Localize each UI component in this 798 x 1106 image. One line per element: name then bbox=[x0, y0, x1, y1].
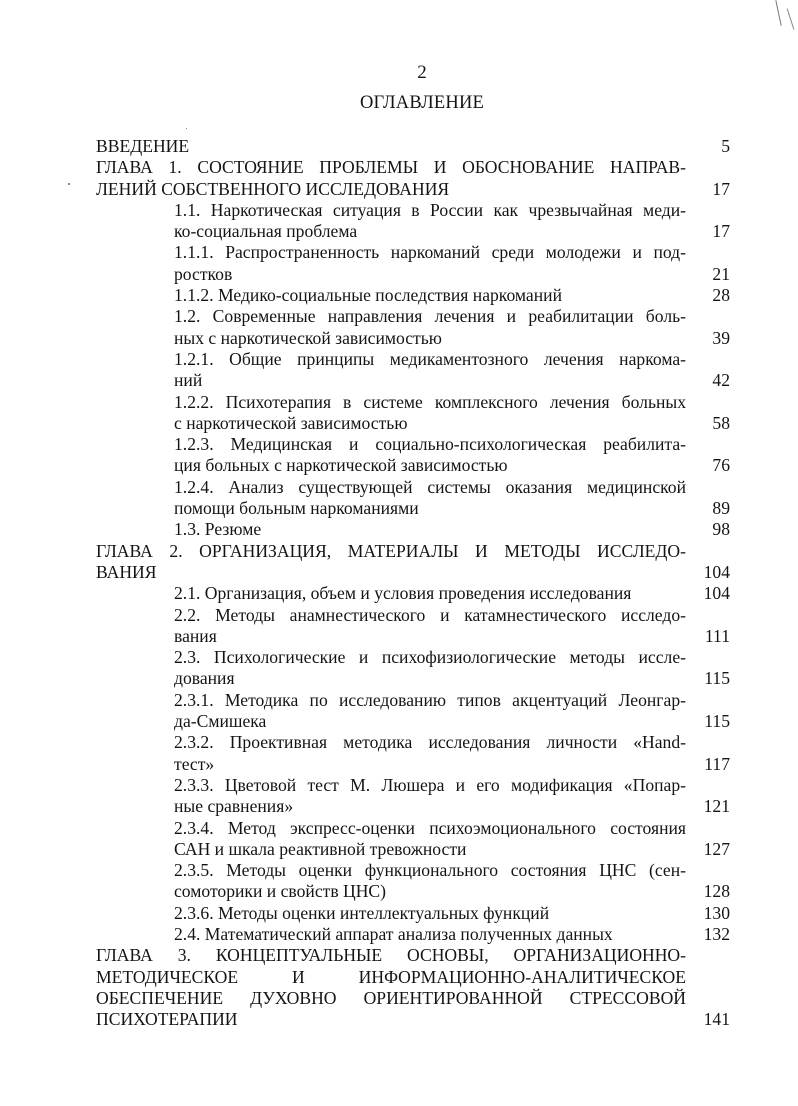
toc-entry-line: ГЛАВА 3. КОНЦЕПТУАЛЬНЫЕ ОСНОВЫ, ОРГАНИЗАЦИОННО- bbox=[96, 945, 686, 966]
toc-section-entry bbox=[0, 690, 798, 733]
toc-entry-line: ВВЕДЕНИЕ bbox=[96, 136, 190, 156]
toc-section-entry bbox=[0, 775, 798, 818]
toc-page-number: 58 bbox=[712, 412, 730, 433]
toc-section-entry bbox=[0, 242, 798, 285]
toc-chapter-entry bbox=[0, 157, 798, 200]
toc-entry-line: ПСИХОТЕРАПИИ bbox=[96, 1009, 238, 1030]
toc-entry-line: 1.2.1. Общие принципы медикаментозного лечения наркома- bbox=[174, 348, 686, 369]
toc-entry-title bbox=[174, 519, 686, 540]
toc-entry-line: ЛЕНИЙ СОБСТВЕННОГО ИССЛЕДОВАНИЯ bbox=[96, 178, 450, 199]
toc-page-number: 128 bbox=[703, 881, 730, 902]
scan-mark-top-right-2 bbox=[787, 8, 795, 29]
toc-entry-title bbox=[174, 200, 686, 243]
toc-entry-line: дования bbox=[174, 668, 235, 689]
toc-page-number: 127 bbox=[703, 838, 730, 859]
toc-entry-title bbox=[174, 924, 686, 945]
toc-entry-line: с наркотической зависимостью bbox=[174, 412, 408, 433]
toc-entry-line: 2.1. Организация, объем и условия проведения исследования bbox=[174, 583, 632, 604]
toc-entry-title bbox=[174, 605, 686, 648]
toc-section-entry bbox=[0, 349, 798, 392]
page-number: 2 bbox=[417, 62, 427, 83]
toc-entry-title bbox=[174, 477, 686, 520]
toc-page-number: 121 bbox=[703, 796, 730, 817]
toc-section-entry bbox=[0, 924, 798, 945]
toc-chapter-entry bbox=[0, 945, 798, 1030]
toc-entry-title bbox=[96, 541, 686, 584]
toc-entry-line: 2.3.3. Цветовой тест М. Люшера и его модификация «Попар- bbox=[174, 774, 686, 795]
toc-entry-line: 1.3. Резюме bbox=[174, 519, 262, 540]
toc-page-number: 141 bbox=[703, 1009, 730, 1030]
toc-entry-line: 2.3.2. Проективная методика исследования личности «Hand- bbox=[174, 732, 686, 753]
toc-entry-line: ний bbox=[174, 370, 203, 391]
toc-page-number: 39 bbox=[712, 327, 730, 348]
toc-entry-line: ГЛАВА 2. ОРГАНИЗАЦИЯ, МАТЕРИАЛЫ И МЕТОДЫ ИССЛЕДО- bbox=[96, 540, 686, 561]
toc-entry-line: 2.3.5. Методы оценки функционального состояния ЦНС (сен- bbox=[174, 860, 686, 881]
toc-entry-line: 1.1.2. Медико-социальные последствия наркоманий bbox=[174, 285, 562, 306]
toc-entry-title bbox=[174, 392, 686, 435]
toc-entry-line: ко-социальная проблема bbox=[174, 221, 358, 242]
toc-entry-line: ростков bbox=[174, 263, 233, 284]
toc-entry-line: САН и шкала реактивной тревожности bbox=[174, 838, 467, 859]
toc-page-number: 42 bbox=[712, 370, 730, 391]
toc-section-entry bbox=[0, 583, 798, 604]
toc-entry-line: 1.1. Наркотическая ситуация в России как чрезвычайная меди- bbox=[174, 199, 686, 220]
toc-entry-line: 2.3.1. Методика по исследованию типов акцентуаций Леонгар- bbox=[174, 689, 686, 710]
toc-entry-title bbox=[174, 434, 686, 477]
toc-entry-title bbox=[174, 903, 686, 924]
toc-entry-title bbox=[96, 136, 686, 157]
toc-chapter-entry bbox=[0, 541, 798, 584]
toc-entry-line: 2.2. Методы анамнестического и катамнестического исследо- bbox=[174, 604, 686, 625]
toc-page-number: 17 bbox=[712, 221, 730, 242]
toc-entry-title bbox=[96, 157, 686, 200]
toc-entry-title bbox=[174, 818, 686, 861]
toc-section-entry bbox=[0, 200, 798, 243]
toc-entry-line: 1.2.4. Анализ существующей системы оказания медицинской bbox=[174, 476, 686, 497]
toc-entry-line: 2.3. Психологические и психофизиологические методы иссле- bbox=[174, 647, 686, 668]
scan-mark-top-right bbox=[775, 0, 781, 26]
toc-entry-title bbox=[174, 775, 686, 818]
toc-chapter-entry bbox=[0, 136, 798, 157]
toc-entry-line: вания bbox=[174, 625, 217, 646]
toc-entry-line: ные сравнения» bbox=[174, 796, 294, 817]
toc-page-number: 28 bbox=[712, 285, 730, 306]
toc-entry-title bbox=[174, 732, 686, 775]
toc-entry-line: ция больных с наркотической зависимостью bbox=[174, 455, 508, 476]
toc-entry-title bbox=[96, 945, 686, 1030]
toc-entry-line: ОБЕСПЕЧЕНИЕ ДУХОВНО ОРИЕНТИРОВАННОЙ СТРЕССОВОЙ bbox=[96, 987, 686, 1008]
toc-page-number: 132 bbox=[703, 923, 730, 944]
toc-entry-line: 2.4. Математический аппарат анализа полученных данных bbox=[174, 923, 613, 944]
toc-page-number: 17 bbox=[712, 178, 730, 199]
toc-entry-line: помощи больным наркоманиями bbox=[174, 498, 419, 519]
toc-section-entry bbox=[0, 519, 798, 540]
toc-title: ОГЛАВЛЕНИЕ bbox=[359, 93, 485, 113]
toc-section-entry bbox=[0, 392, 798, 435]
toc-page-number: 98 bbox=[712, 519, 730, 540]
toc-section-entry bbox=[0, 285, 798, 306]
toc-entry-line: ных с наркотической зависимостью bbox=[174, 327, 442, 348]
table-of-contents bbox=[0, 136, 798, 1030]
toc-section-entry bbox=[0, 818, 798, 861]
toc-page-number: 111 bbox=[704, 625, 730, 646]
toc-entry-line: сомоторики и свойств ЦНС) bbox=[174, 881, 387, 902]
toc-entry-line: 1.2.2. Психотерапия в системе комплексного лечения больных bbox=[174, 391, 686, 412]
scan-speck bbox=[186, 128, 187, 129]
toc-section-entry bbox=[0, 903, 798, 924]
toc-section-entry bbox=[0, 605, 798, 648]
toc-entry-line: ГЛАВА 1. СОСТОЯНИЕ ПРОБЛЕМЫ И ОБОСНОВАНИЕ НАПРАВ- bbox=[96, 157, 686, 178]
toc-entry-title bbox=[174, 647, 686, 690]
toc-page-number: 117 bbox=[704, 753, 730, 774]
toc-entry-title bbox=[174, 690, 686, 733]
toc-entry-title bbox=[174, 306, 686, 349]
toc-section-entry bbox=[0, 306, 798, 349]
toc-page-number: 21 bbox=[712, 263, 730, 284]
toc-section-entry bbox=[0, 647, 798, 690]
toc-entry-title bbox=[174, 242, 686, 285]
toc-page-number: 115 bbox=[704, 668, 730, 689]
toc-entry-line: 1.2.3. Медицинская и социально-психологическая реабилита- bbox=[174, 434, 686, 455]
toc-section-entry bbox=[0, 860, 798, 903]
toc-page-number: 76 bbox=[712, 455, 730, 476]
toc-entry-line: 2.3.6. Методы оценки интеллектуальных функций bbox=[174, 902, 550, 923]
toc-entry-line: 1.2. Современные направления лечения и реабилитации боль- bbox=[174, 306, 686, 327]
toc-page-number: 89 bbox=[712, 498, 730, 519]
toc-section-entry bbox=[0, 434, 798, 477]
toc-entry-title bbox=[174, 860, 686, 903]
toc-entry-title bbox=[174, 349, 686, 392]
toc-entry-line: МЕТОДИЧЕСКОЕ И ИНФОРМАЦИОННО-АНАЛИТИЧЕСКОЕ bbox=[96, 966, 686, 987]
toc-section-entry bbox=[0, 732, 798, 775]
toc-entry-line: 2.3.4. Метод экспресс-оценки психоэмоционального состояния bbox=[174, 817, 686, 838]
toc-page-number: 104 bbox=[703, 583, 730, 604]
toc-entry-line: да-Смишека bbox=[174, 711, 267, 732]
toc-entry-line: 1.1.1. Распространенность наркоманий среди молодежи и под- bbox=[174, 242, 686, 263]
toc-page-number: 115 bbox=[704, 711, 730, 732]
toc-section-entry bbox=[0, 477, 798, 520]
toc-page-number: 130 bbox=[703, 902, 730, 923]
toc-entry-title bbox=[174, 583, 686, 604]
toc-entry-title bbox=[174, 285, 686, 306]
toc-entry-line: ВАНИЯ bbox=[96, 561, 157, 582]
toc-page-number: 104 bbox=[703, 561, 730, 582]
toc-entry-line: тест» bbox=[174, 753, 215, 774]
toc-page-number: 5 bbox=[721, 136, 730, 156]
